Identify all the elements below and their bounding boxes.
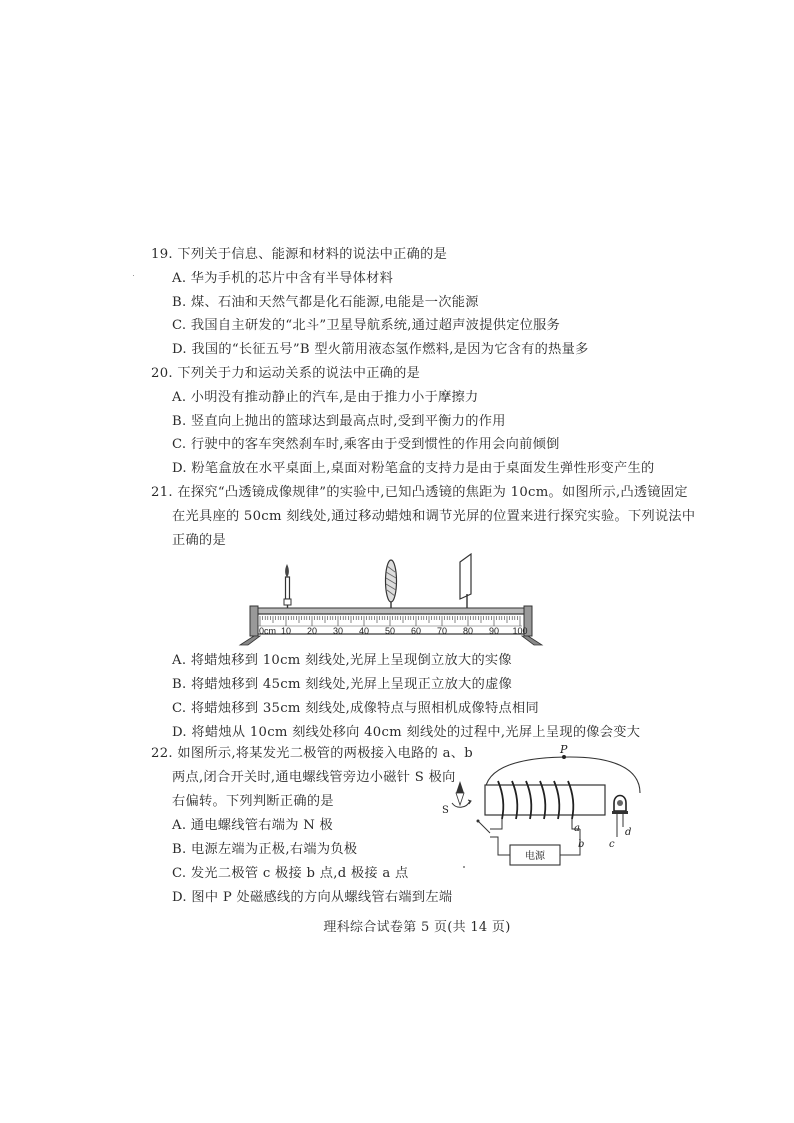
scale-label: 90 — [488, 626, 500, 636]
q22-option-b: B. 电源左端为正极,右端为负极 — [172, 842, 358, 857]
scale-unit-label: 0cm — [259, 626, 277, 636]
label-b: b — [578, 839, 585, 850]
q22-option-c: C. 发光二极管 c 极接 b 点,d 极接 a 点 — [172, 866, 409, 881]
scale-label: 100 — [512, 626, 528, 636]
scale-label: 60 — [410, 626, 422, 636]
page-footer-text: 理科综合试卷第 5 页(共 14 页) — [323, 920, 511, 935]
scale-label: 30 — [332, 626, 344, 636]
scale-label: 50 — [384, 626, 396, 636]
scale-label: 80 — [462, 626, 474, 636]
scale-label: 10 — [280, 626, 292, 636]
compass-needle-icon — [452, 781, 471, 807]
scan-speck — [463, 866, 465, 868]
q21-option-a: A. 将蜡烛移到 10cm 刻线处,光屏上呈现倒立放大的实像 — [172, 653, 512, 668]
label-p: P — [560, 743, 568, 756]
q22-stem-line-2: 两点,闭合开关时,通电螺线管旁边小磁针 S 极向 — [172, 770, 456, 785]
q19-option-a: A. 华为手机的芯片中含有半导体材料 — [172, 271, 394, 286]
scale-label: 70 — [436, 626, 448, 636]
q19-option-b: B. 煤、石油和天然气都是化石能源,电能是一次能源 — [172, 295, 479, 310]
label-c: c — [609, 839, 615, 850]
q22-option-d: D. 图中 P 处磁感线的方向从螺线管右端到左端 — [172, 890, 453, 905]
scale-label: 20 — [306, 626, 318, 636]
q20-option-c: C. 行驶中的客车突然刹车时,乘客由于受到惯性的作用会向前倾倒 — [172, 437, 560, 452]
label-d: d — [625, 827, 632, 838]
q19-stem: 19. 下列关于信息、能源和材料的说法中正确的是 — [151, 247, 448, 262]
q20-option-a: A. 小明没有推动静止的汽车,是由于推力小于摩擦力 — [172, 390, 479, 405]
power-supply-label: 电源 — [525, 851, 545, 862]
q22-option-a: A. 通电螺线管右端为 N 极 — [172, 818, 334, 833]
q21-option-b: B. 将蜡烛移到 45cm 刻线处,光屏上呈现正立放大的虚像 — [172, 677, 513, 692]
label-a: a — [574, 823, 580, 834]
optical-bench-figure — [230, 550, 550, 650]
q20-option-d: D. 粉笔盒放在水平桌面上,桌面对粉笔盒的支持力是由于桌面发生弹性形变产生的 — [172, 461, 655, 476]
q20-stem: 20. 下列关于力和运动关系的说法中正确的是 — [151, 366, 421, 381]
page-footer — [0, 916, 794, 935]
q21-stem-line-3: 正确的是 — [172, 533, 226, 548]
q20-option-b: B. 竖直向上抛出的篮球达到最高点时,受到平衡力的作用 — [172, 414, 506, 429]
q21-option-c: C. 将蜡烛移到 35cm 刻线处,成像特点与照相机成像特点相同 — [172, 701, 539, 716]
q19-option-c: C. 我国自主研发的“北斗”卫星导航系统,通过超声波提供定位服务 — [172, 318, 561, 333]
q21-stem-line-1: 21. 在探究“凸透镜成像规律”的实验中,已知凸透镜的焦距为 10cm。如图所示,凸透镜固定 — [151, 485, 688, 500]
solenoid-circuit-figure — [440, 745, 645, 875]
q22-stem-line-3: 右偏转。下列判断正确的是 — [172, 794, 334, 809]
label-s: S — [442, 805, 449, 816]
q21-option-d: D. 将蜡烛从 10cm 刻线处移向 40cm 刻线处的过程中,光屏上呈现的像会变大 — [172, 725, 641, 740]
q22-stem-line-1: 22. 如图所示,将某发光二极管的两极接入电路的 a、b — [151, 746, 474, 761]
scale-label: 40 — [358, 626, 370, 636]
q21-stem-line-2: 在光具座的 50cm 刻线处,通过移动蜡烛和调节光屏的位置来进行探究实验。下列说法中 — [172, 509, 696, 524]
q19-option-d: D. 我国的“长征五号”B 型火箭用液态氢作燃料,是因为它含有的热量多 — [172, 342, 589, 357]
scan-speck — [133, 275, 134, 276]
